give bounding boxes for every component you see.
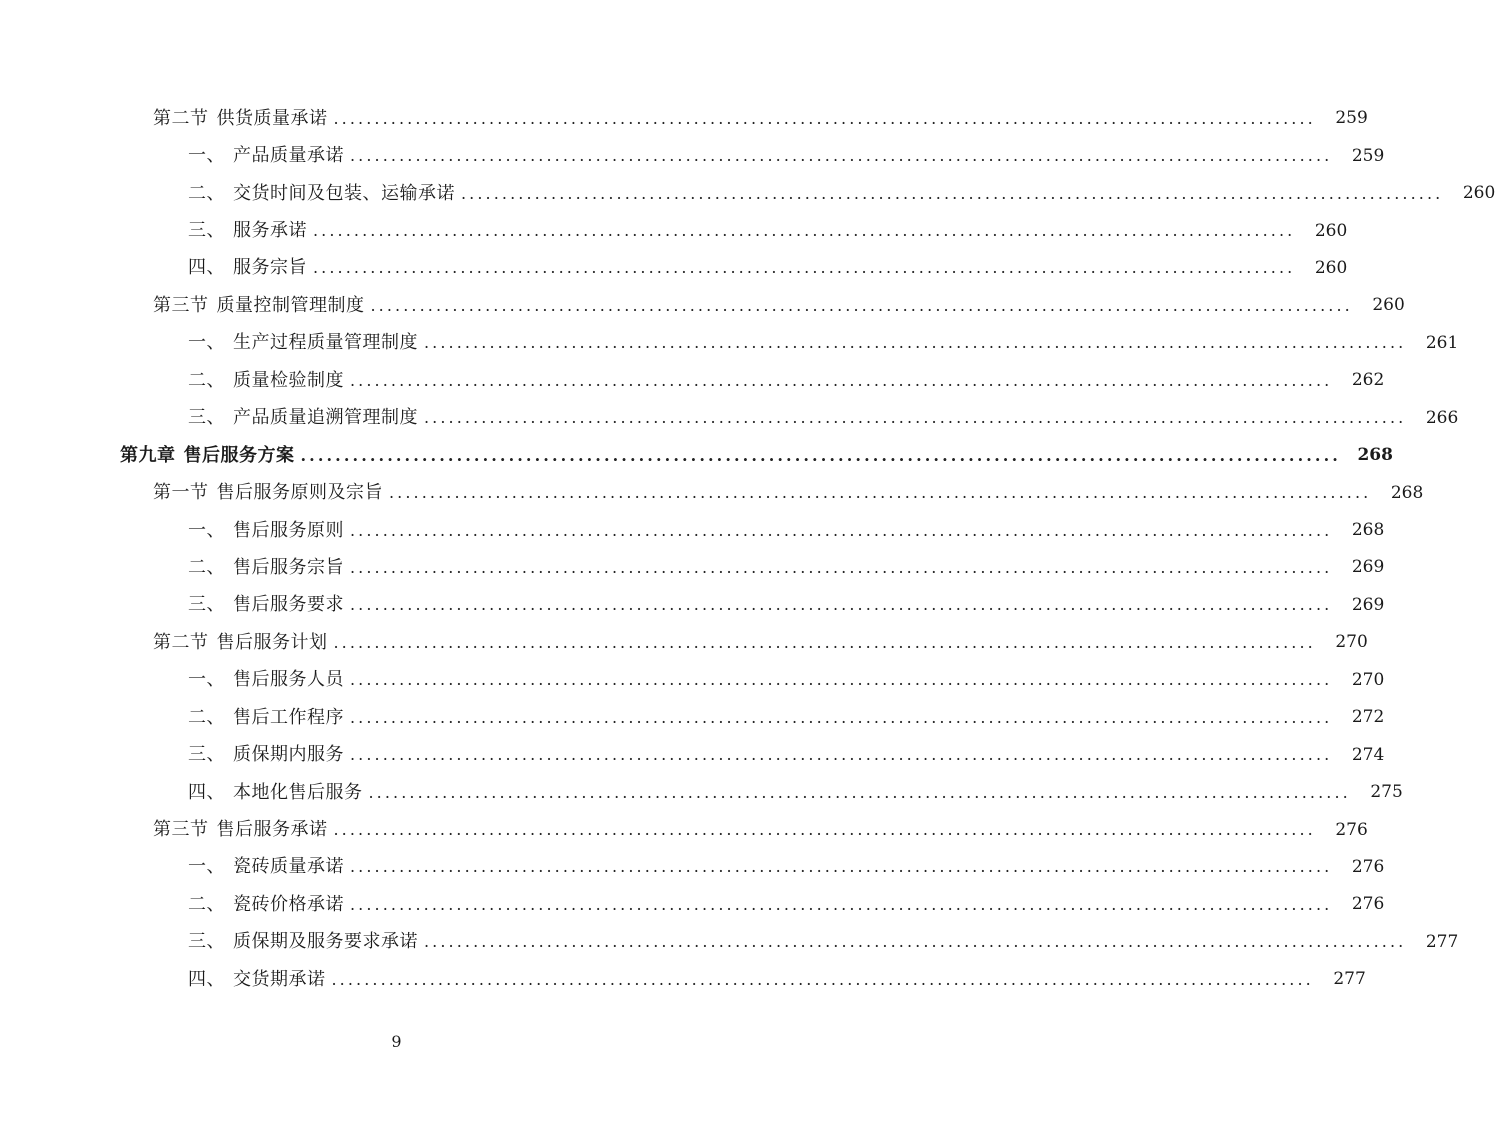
toc-entry-page: 260 — [1314, 220, 1348, 241]
dot-leader: ........................................................................................................................ — [389, 483, 1372, 503]
toc-entry-title — [188, 706, 344, 728]
toc-entry-number: 三、 — [188, 407, 225, 429]
toc-entry-title — [188, 334, 418, 352]
toc-entry[interactable] — [0, 624, 1368, 661]
toc-entry-page: 276 — [1335, 819, 1368, 840]
dot-leader: ........................................................................................................................ — [350, 707, 1333, 727]
toc-entry-label: 质保期内服务 — [233, 744, 344, 766]
toc-entry[interactable] — [0, 549, 1385, 586]
toc-entry-label: 生产过程质量管理制度 — [233, 332, 418, 354]
toc-entry-page: 277 — [1425, 931, 1459, 952]
toc-entry-page: 276 — [1351, 894, 1385, 915]
toc-entry[interactable] — [0, 212, 1348, 249]
toc-entry-number: 四、 — [188, 968, 225, 990]
toc-entry-label: 瓷砖价格承诺 — [233, 893, 344, 915]
toc-entry-label: 质量控制管理制度 — [216, 294, 365, 316]
toc-entry-number: 二、 — [188, 893, 225, 915]
dot-leader: ........................................................................................................................ — [350, 370, 1333, 390]
toc-entry-page: 259 — [1351, 145, 1385, 166]
dot-leader: ........................................................................................................................ — [424, 932, 1407, 952]
toc-entry-label: 交货时间及包装、运输承诺 — [233, 182, 455, 204]
toc-entry-title — [188, 893, 344, 915]
toc-entry-chapter[interactable] — [0, 437, 1393, 474]
toc-entry[interactable] — [0, 886, 1385, 923]
toc-entry-page: 270 — [1335, 632, 1368, 653]
toc-entry-page: 266 — [1425, 407, 1459, 428]
toc-entry[interactable] — [0, 400, 1459, 437]
toc-entry[interactable] — [0, 662, 1385, 699]
toc-entry-label: 瓷砖质量承诺 — [233, 856, 344, 878]
toc-entry-page: 277 — [1333, 969, 1366, 990]
toc-entry-title — [188, 746, 344, 764]
dot-leader: ........................................................................................................................ — [350, 520, 1333, 540]
toc-entry-number: 三、 — [188, 931, 225, 953]
toc-entry-title — [188, 781, 363, 803]
toc-entry[interactable] — [0, 699, 1385, 736]
toc-entry-page: 270 — [1351, 669, 1385, 690]
dot-leader: ........................................................................................................................ — [368, 782, 1351, 802]
toc-entry-label: 质量检验制度 — [233, 369, 344, 391]
toc-entry-page: 268 — [1351, 520, 1385, 541]
toc-entry-title — [188, 556, 344, 578]
toc-entry-title — [188, 409, 418, 427]
dot-leader: ........................................................................................................................ — [313, 221, 1296, 241]
toc-entry[interactable] — [0, 362, 1385, 399]
toc-entry-title — [188, 671, 344, 689]
toc-entry[interactable] — [0, 250, 1348, 287]
toc-entry-label: 售后服务要求 — [233, 594, 344, 616]
dot-leader: ........................................................................................................................ — [424, 333, 1407, 353]
toc-entry-number: 三、 — [188, 744, 225, 766]
toc-entry-label: 交货期承诺 — [233, 968, 326, 990]
toc-entry-title — [153, 294, 365, 316]
toc-entry[interactable] — [0, 474, 1424, 511]
dot-leader: ........................................................................................................................ — [333, 820, 1316, 840]
toc-entry-title — [188, 259, 307, 277]
toc-entry-page: 260 — [1372, 295, 1405, 316]
toc-entry-number: 三、 — [188, 220, 225, 242]
dot-leader: ........................................................................................................................ — [350, 745, 1333, 765]
dot-leader: ........................................................................................................................ — [350, 595, 1333, 615]
toc-entry-number: 第九章 — [120, 444, 176, 466]
toc-entry-label: 售后工作程序 — [233, 706, 344, 728]
toc-entry-label: 产品质量追溯管理制度 — [233, 407, 418, 429]
toc-entry[interactable] — [0, 924, 1459, 961]
toc-entry-label: 售后服务方案 — [183, 444, 295, 466]
toc-entry-page: 260 — [1314, 257, 1348, 278]
toc-entry[interactable] — [0, 137, 1385, 174]
toc-entry[interactable] — [0, 512, 1385, 549]
toc-entry-page: 275 — [1370, 782, 1403, 803]
toc-entry-title — [188, 858, 344, 876]
toc-entry-page: 268 — [1357, 445, 1393, 466]
toc-entry-label: 服务承诺 — [233, 220, 307, 242]
toc-entry-title — [188, 222, 307, 240]
dot-leader: ........................................................................................................................ — [370, 295, 1353, 315]
toc-entry[interactable] — [0, 100, 1368, 137]
dot-leader: ........................................................................................................................ — [350, 670, 1333, 690]
toc-entry-page: 261 — [1425, 332, 1459, 353]
toc-entry-label: 服务宗旨 — [233, 257, 307, 279]
toc-entry-page: 269 — [1351, 594, 1385, 615]
toc-entry-number: 二、 — [188, 556, 225, 578]
toc-entry-title — [153, 484, 383, 502]
toc-entry-title — [188, 933, 418, 951]
toc-entry-label: 售后服务人员 — [233, 669, 344, 691]
toc-entry[interactable] — [0, 774, 1403, 811]
toc-entry-page: 272 — [1351, 707, 1385, 728]
dot-leader: ........................................................................................................................ — [333, 108, 1316, 128]
toc-entry-number: 二、 — [188, 369, 225, 391]
dot-leader: ........................................................................................................................ — [461, 183, 1444, 203]
toc-entry-page: 276 — [1351, 856, 1385, 877]
page-number: 9 — [391, 1032, 402, 1051]
toc-entry[interactable] — [0, 849, 1385, 886]
toc-entry-title — [153, 631, 328, 653]
toc-entry-label: 供货质量承诺 — [216, 107, 328, 129]
toc-entry-number: 四、 — [188, 781, 225, 803]
toc-entry[interactable] — [0, 587, 1385, 624]
toc-entry[interactable] — [0, 175, 1495, 212]
dot-leader: ........................................................................................................................ — [333, 632, 1316, 652]
dot-leader: ........................................................................................................................ — [350, 857, 1333, 877]
toc-entry-number: 一、 — [188, 669, 225, 691]
toc-entry-number: 第二节 — [153, 631, 209, 653]
toc-entry-number: 一、 — [188, 519, 225, 541]
toc-entry-number: 二、 — [188, 182, 225, 204]
toc-entry-label: 本地化售后服务 — [233, 781, 363, 803]
toc-entry-title — [188, 369, 344, 391]
toc-entry-page: 268 — [1390, 482, 1424, 503]
toc-entry-number: 二、 — [188, 706, 225, 728]
toc-entry[interactable] — [0, 287, 1405, 324]
dot-leader: ........................................................................................................................ — [350, 894, 1333, 914]
toc-entry-label: 质保期及服务要求承诺 — [233, 931, 418, 953]
toc-entry-number: 三、 — [188, 594, 225, 616]
dot-leader: ........................................................................................................................ — [350, 557, 1333, 577]
dot-leader: ........................................................................................................................ — [313, 258, 1296, 278]
toc-entry-number: 第三节 — [153, 294, 209, 316]
toc-entry-label: 产品质量承诺 — [233, 145, 344, 167]
toc-entry-title — [153, 821, 328, 839]
toc-entry-page: 262 — [1351, 370, 1385, 391]
table-of-contents — [0, 100, 1495, 999]
dot-leader: ........................................................................................................................ — [350, 146, 1333, 166]
dot-leader: ........................................................................................................................ — [424, 408, 1407, 428]
toc-entry-title — [188, 596, 344, 614]
toc-entry-title — [188, 519, 344, 541]
toc-entry-page: 259 — [1335, 108, 1368, 129]
toc-entry-title — [188, 182, 455, 204]
toc-entry-number: 第一节 — [153, 482, 209, 504]
toc-entry-page: 260 — [1462, 183, 1495, 204]
toc-entry-title — [153, 107, 328, 129]
toc-entry-number: 一、 — [188, 856, 225, 878]
dot-leader: ........................................................................................................................ — [300, 445, 1341, 465]
toc-entry-label: 售后服务承诺 — [216, 819, 328, 841]
toc-entry-number: 四、 — [188, 257, 225, 279]
toc-entry-label: 售后服务原则及宗旨 — [216, 482, 383, 504]
toc-entry-title — [188, 147, 344, 165]
dot-leader: ........................................................................................................................ — [331, 969, 1314, 989]
toc-entry-number: 一、 — [188, 332, 225, 354]
toc-entry-number: 一、 — [188, 145, 225, 167]
toc-entry-number: 第三节 — [153, 819, 209, 841]
toc-entry[interactable] — [0, 811, 1368, 848]
toc-entry-page: 269 — [1351, 557, 1385, 578]
toc-entry[interactable] — [0, 961, 1366, 998]
toc-entry-label: 售后服务宗旨 — [233, 556, 344, 578]
toc-entry-page: 274 — [1351, 744, 1385, 765]
toc-entry-title — [188, 968, 326, 990]
toc-entry-title — [120, 444, 295, 466]
toc-entry-label: 售后服务原则 — [233, 519, 344, 541]
toc-entry[interactable] — [0, 325, 1459, 362]
toc-entry-label: 售后服务计划 — [216, 631, 328, 653]
toc-entry[interactable] — [0, 736, 1385, 773]
toc-entry-number: 第二节 — [153, 107, 209, 129]
